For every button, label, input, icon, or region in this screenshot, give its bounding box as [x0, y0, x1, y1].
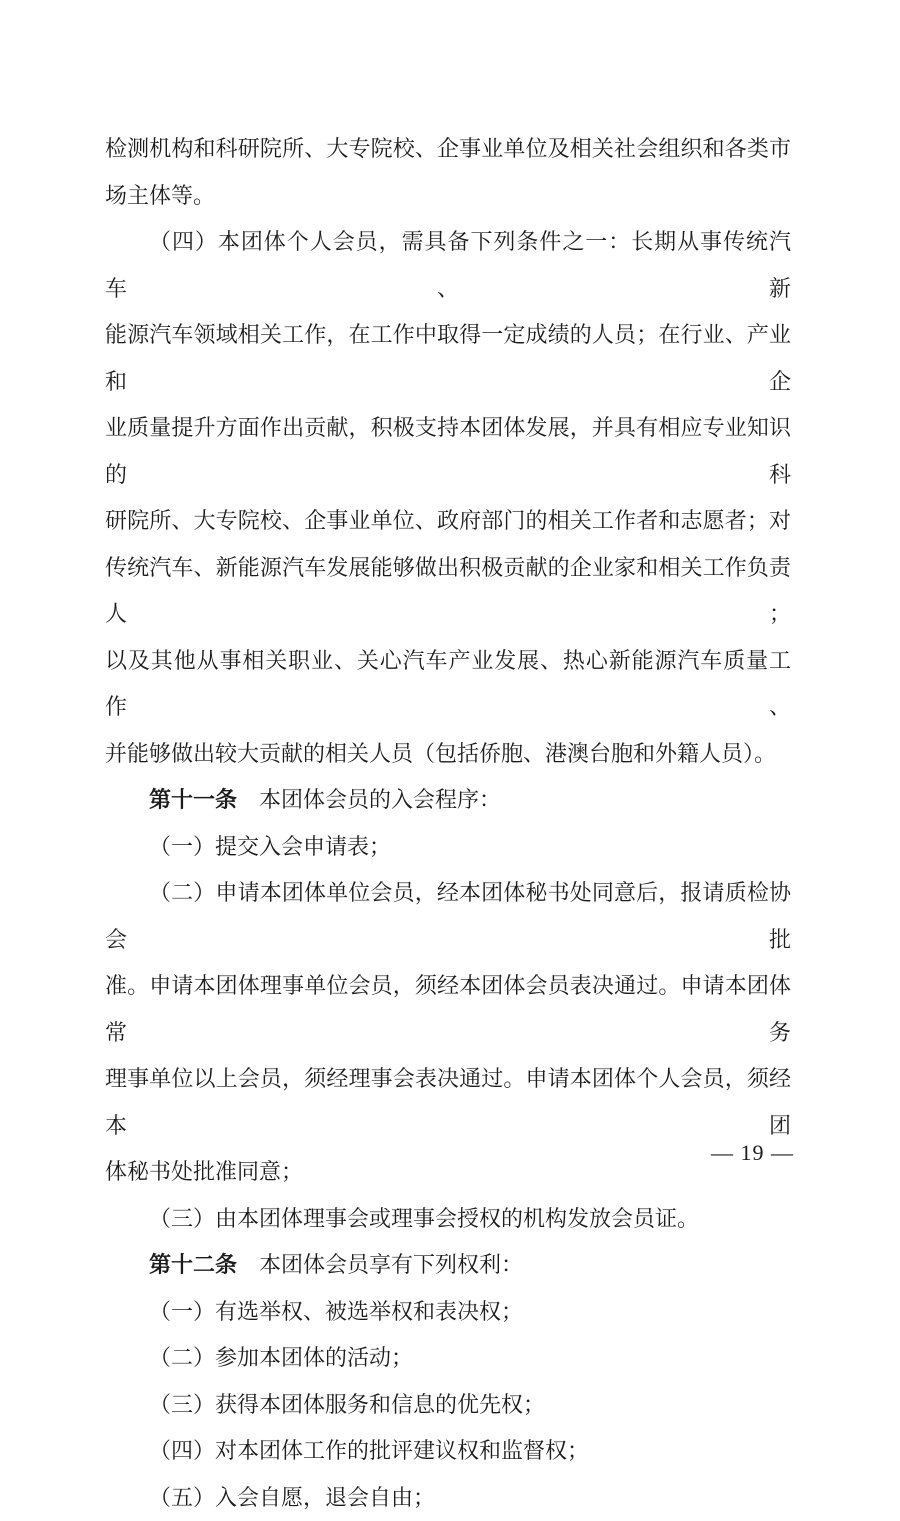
line-text: （二）申请本团体单位会员，经本团体秘书处同意后，报请质检协会批	[105, 880, 791, 952]
text-line	[105, 1475, 791, 1521]
line-text: 研院所、大专院校、企事业单位、政府部门的相关工作者和志愿者；对	[105, 508, 791, 533]
document-body	[105, 126, 791, 1521]
line-text: （一）提交入会申请表；	[149, 834, 391, 859]
text-line	[105, 638, 791, 731]
line-text: 本团体会员享有下列权利：	[237, 1252, 523, 1277]
text-line	[105, 731, 791, 778]
line-text: 准。申请本团体理事单位会员，须经本团体会员表决通过。申请本团体常务	[105, 973, 791, 1045]
text-line	[105, 1382, 791, 1429]
line-text: 理事单位以上会员，须经理事会表决通过。申请本团体个人会员，须经本团	[105, 1066, 791, 1138]
text-line	[105, 173, 791, 220]
text-line	[105, 1149, 791, 1196]
article-heading-line	[105, 1242, 791, 1289]
text-line	[105, 1335, 791, 1382]
line-text: （二）参加本团体的活动；	[149, 1345, 413, 1370]
text-line	[105, 498, 791, 545]
line-text: （四）本团体个人会员，需具备下列条件之一：长期从事传统汽车、新	[105, 229, 791, 301]
line-text: 以及其他从事相关职业、关心汽车产业发展、热心新能源汽车质量工作、	[105, 648, 791, 720]
article-number: 第十一条	[149, 787, 237, 812]
text-line	[105, 312, 791, 405]
text-line	[105, 1428, 791, 1475]
line-text: 检测机构和科研院所、大专院校、企事业单位及相关社会组织和各类市	[105, 136, 791, 161]
line-text: （三）由本团体理事会或理事会授权的机构发放会员证。	[149, 1206, 699, 1231]
text-line	[105, 1289, 791, 1336]
page-number: — 19 —	[711, 1138, 794, 1168]
line-text: 业质量提升方面作出贡献，积极支持本团体发展，并具有相应专业知识的科	[105, 415, 791, 487]
article-heading-line	[105, 777, 791, 824]
line-text: （四）对本团体工作的批评建议权和监督权；	[149, 1438, 589, 1463]
line-text: 并能够做出较大贡献的相关人员（包括侨胞、港澳台胞和外籍人员）。	[105, 741, 776, 766]
line-text: （五）入会自愿，退会自由；	[149, 1485, 435, 1510]
line-text: （一）有选举权、被选举权和表决权；	[149, 1299, 523, 1324]
text-line	[105, 870, 791, 963]
line-text: 体秘书处批准同意；	[105, 1159, 303, 1184]
article-number: 第十二条	[149, 1252, 237, 1277]
text-line	[105, 1196, 791, 1243]
text-line	[105, 126, 791, 173]
text-line	[105, 405, 791, 498]
text-line	[105, 219, 791, 312]
text-line	[105, 963, 791, 1056]
line-text: （三）获得本团体服务和信息的优先权；	[149, 1392, 545, 1417]
line-text: 传统汽车、新能源汽车发展能够做出积极贡献的企业家和相关工作负责人；	[105, 555, 791, 627]
line-text: 场主体等。	[105, 183, 215, 208]
text-line	[105, 1056, 791, 1149]
line-text: 本团体会员的入会程序：	[237, 787, 501, 812]
text-line	[105, 545, 791, 638]
line-text: 能源汽车领域相关工作，在工作中取得一定成绩的人员；在行业、产业和企	[105, 322, 791, 394]
text-line	[105, 824, 791, 871]
